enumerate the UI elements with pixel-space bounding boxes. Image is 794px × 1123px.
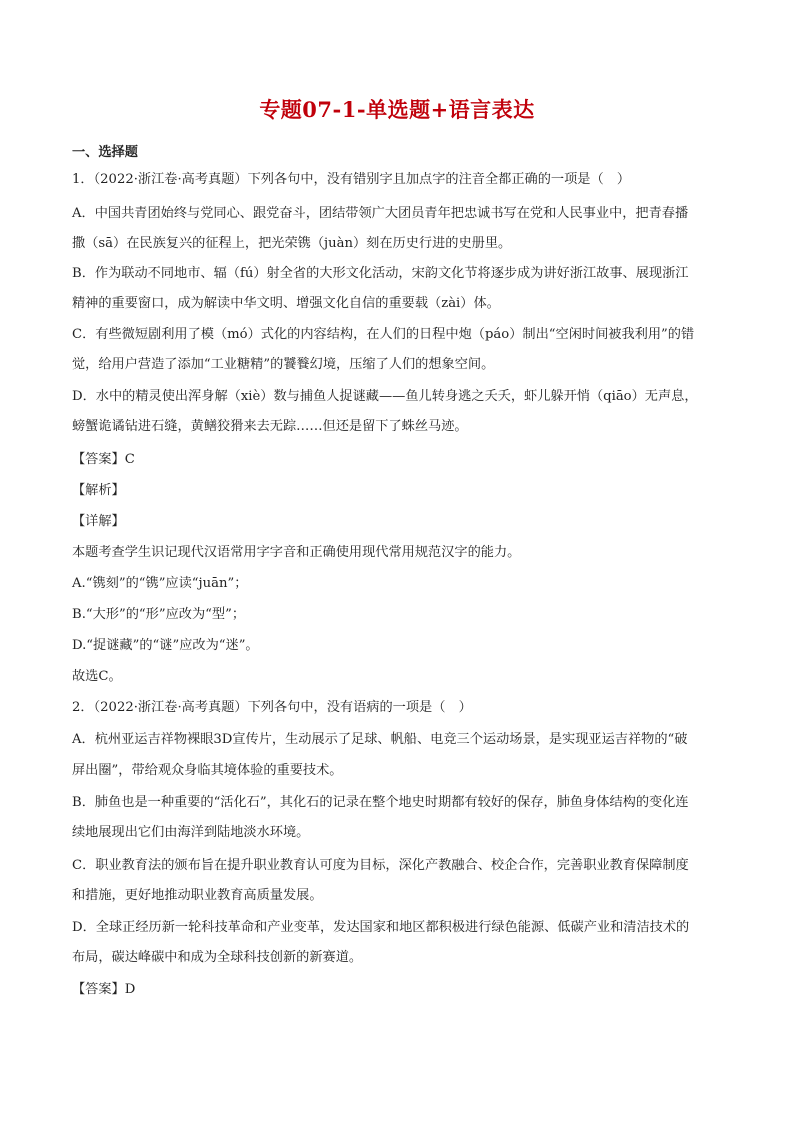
q2-answer: 【答案】D bbox=[72, 982, 136, 997]
q2-option-b-line2: 续地展现出它们由海洋到陆地淡水环境。 bbox=[72, 825, 310, 840]
q1-explanation-3: B.“大形”的“形”应改为“型”； bbox=[72, 607, 246, 622]
section-heading: 一、选择题 bbox=[72, 145, 138, 160]
q2-option-d-line1: D．全球正经历新一轮科技革命和产业变革，发达国家和地区都积极进行绿色能源、低碳产业和清洁技术的 bbox=[72, 920, 690, 935]
q1-option-b-line1: B．作为联动不同地市、辐（fú）射全省的大形文化活动，宋韵文化节将逐步成为讲好浙江故事、展现浙江 bbox=[72, 266, 689, 281]
q1-option-c-line2: 觉，给用户营造了添加“工业糖精”的饕餮幻境，压缩了人们的想象空间。 bbox=[72, 357, 495, 372]
q1-option-a-line1: A．中国共青团始终与党同心、跟党奋斗，团结带领广大团员青年把忠诚书写在党和人民事业中，把青春播 bbox=[72, 206, 689, 221]
q2-option-a-line2: 屏出圈”，带给观众身临其境体验的重要技术。 bbox=[72, 763, 343, 778]
q1-option-a-line2: 撒（sā）在民族复兴的征程上，把光荣镌（juàn）刻在历史行进的史册里。 bbox=[72, 236, 512, 251]
q1-explanation-4: D.“捉谜藏”的“谜”应改为“迷”。 bbox=[72, 638, 259, 653]
q2-option-d-line2: 布局，碳达峰碳中和成为全球科技创新的新赛道。 bbox=[72, 950, 363, 965]
q1-option-d-line2: 螃蟹诡谲钻进石缝，黄鳝狡猾来去无踪……但还是留下了蛛丝马迹。 bbox=[72, 419, 468, 434]
q1-option-c-line1: C．有些微短剧利用了模（mó）式化的内容结构，在人们的日程中炮（páo）制出“空闲时间被我利用”的错 bbox=[72, 327, 695, 342]
q2-option-c-line1: C．职业教育法的颁布旨在提升职业教育认可度为目标，深化产教融合、校企合作，完善职业教育保障制度 bbox=[72, 858, 689, 873]
q1-detail-label: 【详解】 bbox=[72, 514, 125, 529]
page-title: 专题07-1-单选题+语言表达 bbox=[259, 97, 535, 122]
q1-answer: 【答案】C bbox=[72, 452, 135, 467]
q2-option-b-line1: B．肺鱼也是一种重要的“活化石”，其化石的记录在整个地史时期都有较好的保存，肺鱼身体结构的变化连 bbox=[72, 795, 689, 810]
question-1-stem: 1．（2022·浙江卷·高考真题）下列各句中，没有错别字且加点字的注音全都正确的一项是（ ） bbox=[72, 172, 631, 187]
q1-explanation-5: 故选C。 bbox=[72, 669, 122, 684]
question-2-stem: 2．（2022·浙江卷·高考真题）下列各句中，没有语病的一项是（ ） bbox=[72, 700, 472, 715]
q1-explanation-2: A.“镌刻”的“镌”应读“juān”； bbox=[72, 576, 248, 591]
q2-option-a-line1: A．杭州亚运吉祥物裸眼3D宣传片，生动展示了足球、帆船、电竞三个运动场景，是实现亚运吉祥物的“破 bbox=[72, 732, 688, 747]
q2-option-c-line2: 和措施，更好地推动职业教育高质量发展。 bbox=[72, 888, 323, 903]
q1-option-b-line2: 精神的重要窗口，成为解读中华文明、增强文化自信的重要载（zài）体。 bbox=[72, 296, 500, 311]
q1-option-d-line1: D．水中的精灵使出浑身解（xiè）数与捕鱼人捉谜藏——鱼儿转身逃之夭夭，虾儿躲开悄（qiāo）无声息， bbox=[72, 389, 698, 404]
q1-explanation-1: 本题考查学生识记现代汉语常用字字音和正确使用现代常用规范汉字的能力。 bbox=[72, 545, 521, 560]
q1-analysis-label: 【解析】 bbox=[72, 483, 125, 498]
